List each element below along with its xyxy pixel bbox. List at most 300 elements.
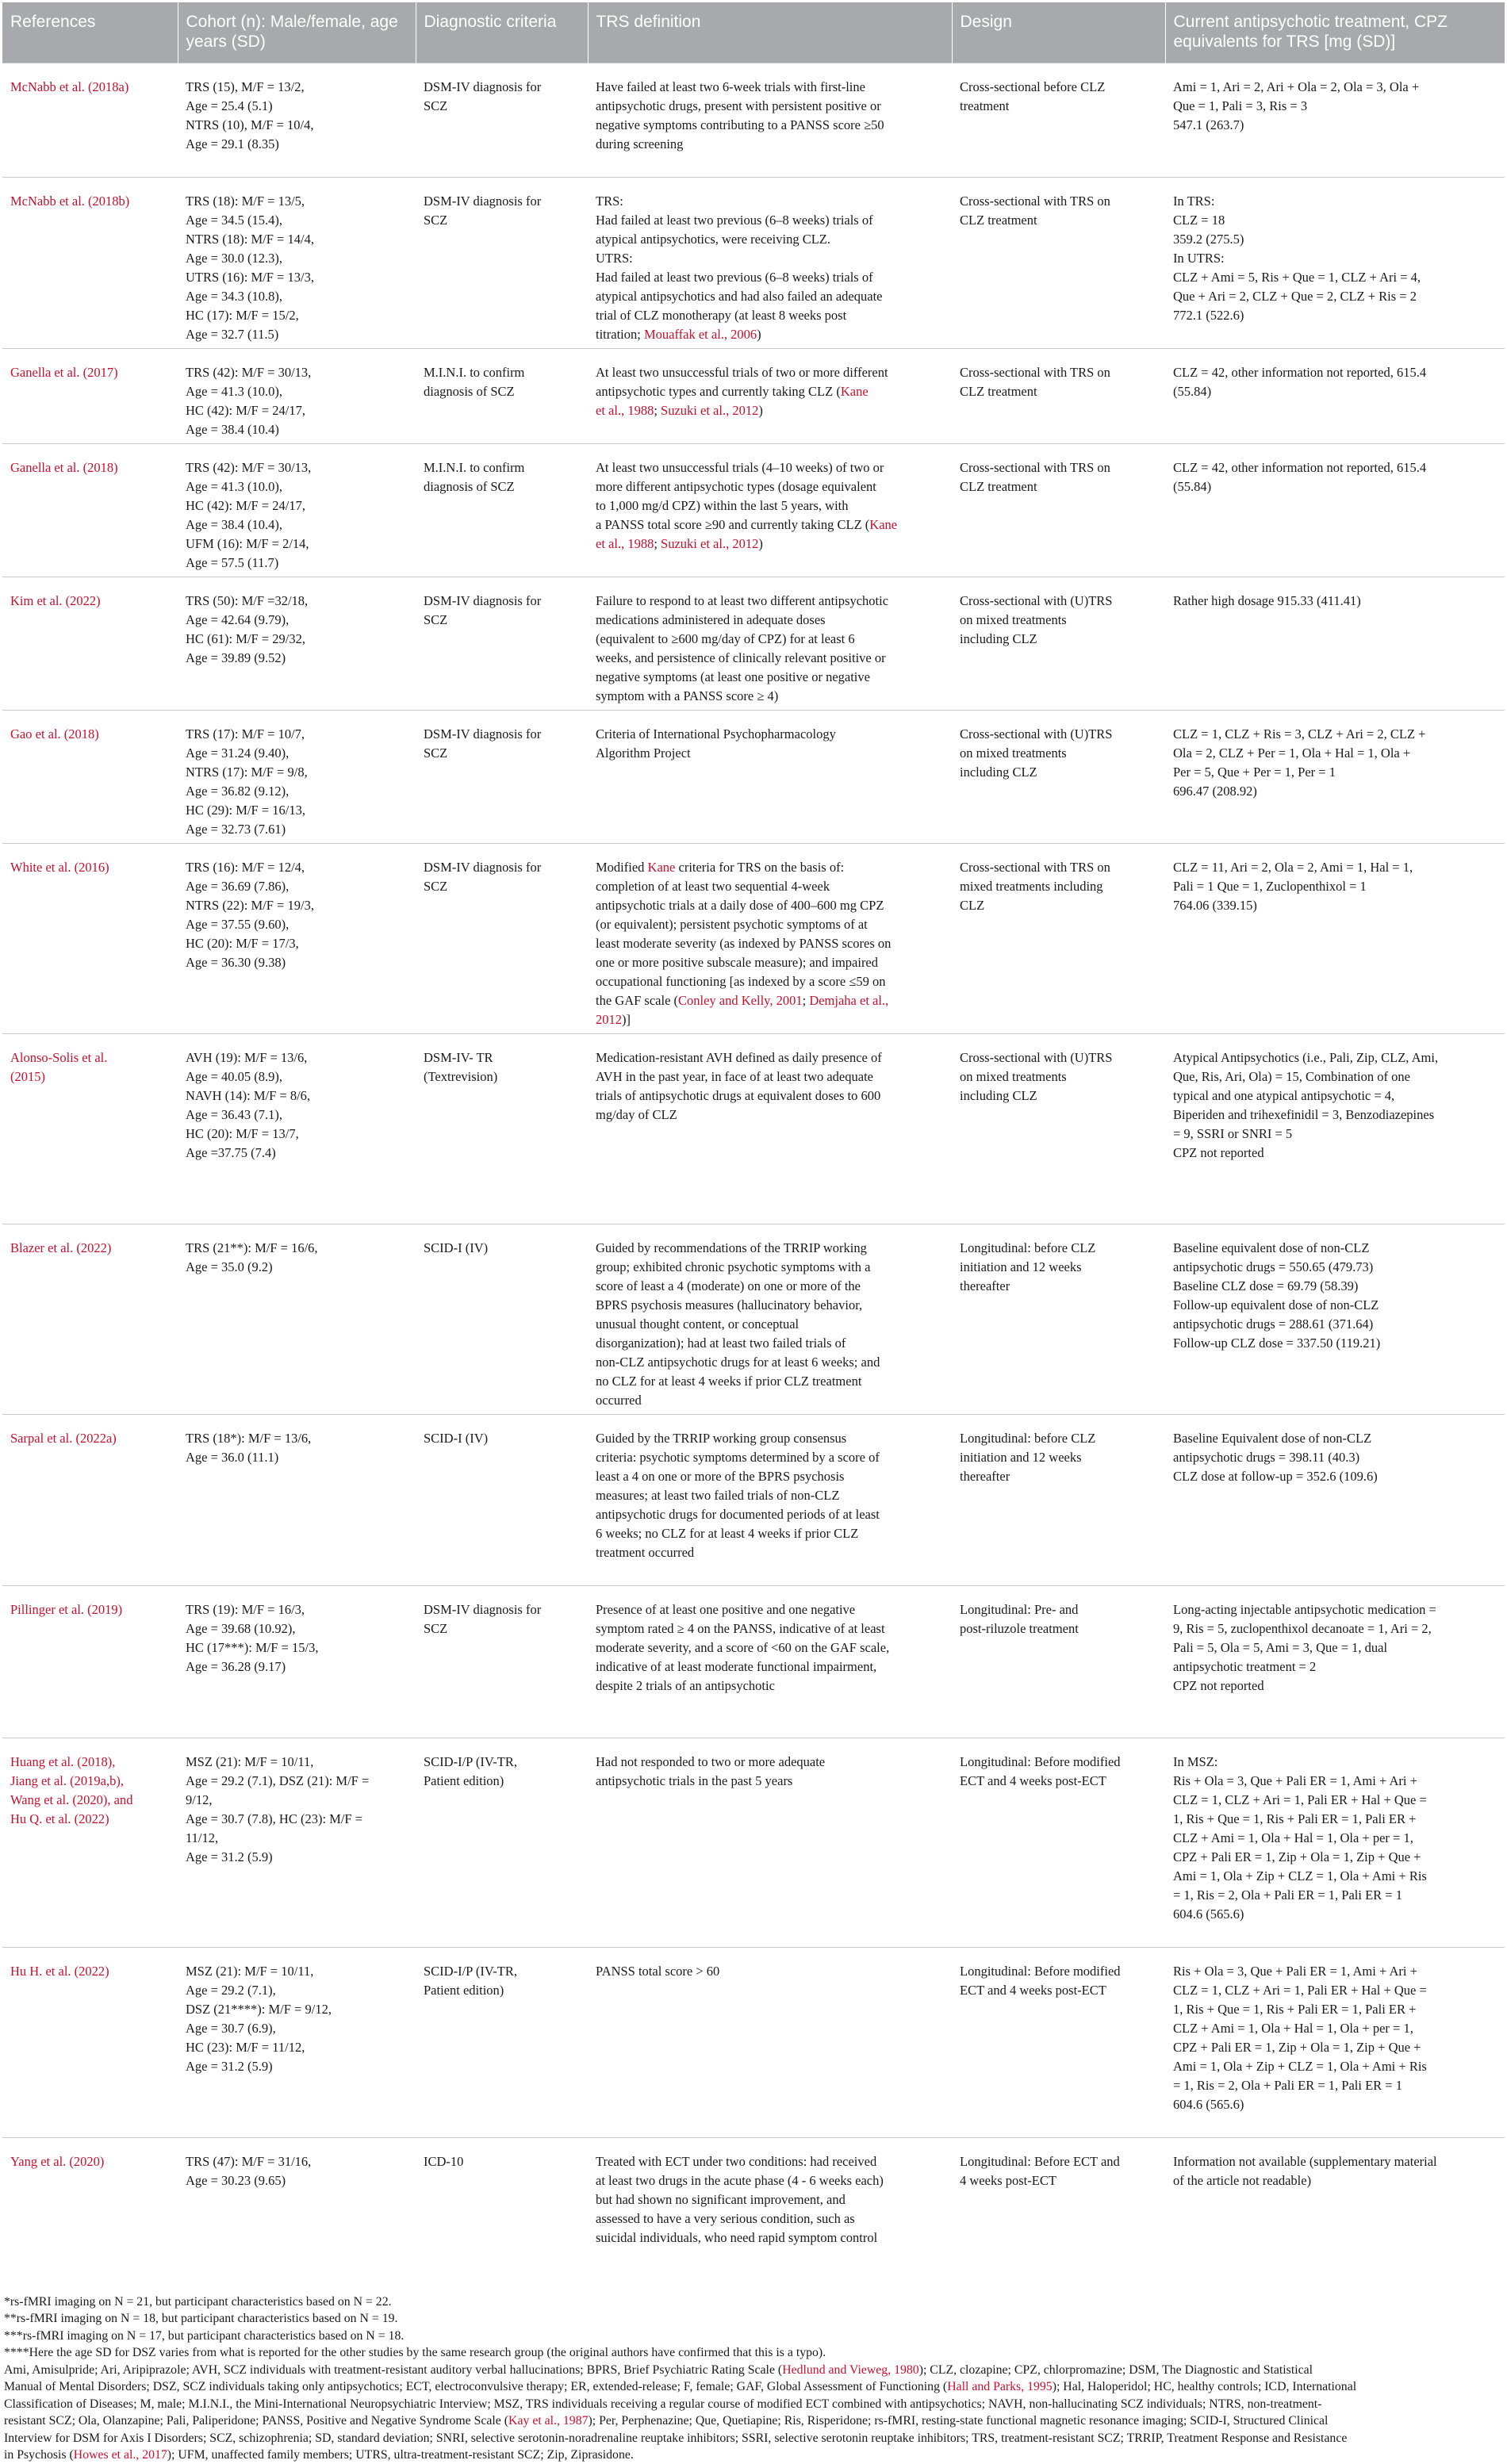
cell-line: mg/day of CLZ <box>596 1107 677 1122</box>
cell-line: including CLZ <box>960 764 1037 780</box>
cell-line: CLZ = 11, Ari = 2, Ola = 2, Ami = 1, Hal = 1, <box>1173 860 1413 875</box>
cell-line: atypical antipsychotics, were receiving CLZ. <box>596 232 830 247</box>
citation-link[interactable]: 2012 <box>732 536 759 551</box>
cell-treatment <box>1165 1415 1505 1586</box>
cell-line: Longitudinal: Before modified <box>960 1754 1121 1769</box>
cell-line: 9, Ris = 5, zuclopenthixol decanoate = 1, Ari = 2, <box>1173 1621 1432 1636</box>
table-row <box>2 1738 1505 1948</box>
citation-link[interactable]: Howes et al., 2017 <box>73 2448 167 2462</box>
cell-line: Patient edition) <box>424 1983 504 1998</box>
cell-line: Ami = 1, Ola + Zip + CLZ = 1, Ola + Ami + Ris <box>1173 1868 1427 1883</box>
cell-line: Treated with ECT under two conditions: had received <box>596 2154 877 2169</box>
cell-line: CPZ not reported <box>1173 1678 1264 1693</box>
cell-line: Wang et al. (2020), and <box>10 1792 133 1807</box>
cell-cohort <box>178 349 416 444</box>
cell-trs-definition <box>588 2138 952 2286</box>
cell-design <box>952 2138 1165 2286</box>
cell-line: CLZ = 1, CLZ + Ari = 1, Pali ER + Hal + Que = <box>1173 1792 1427 1807</box>
cell-line: Longitudinal: Before ECT and <box>960 2154 1120 2169</box>
cell-line: Age = 41.3 (10.0), <box>186 479 283 494</box>
cell-line: Age = 39.89 (9.52) <box>186 650 286 665</box>
cell-line: Age = 32.73 (7.61) <box>186 822 286 837</box>
table-row <box>2 349 1505 444</box>
cell-line: At least two unsuccessful trials (4–10 weeks) of two or <box>596 460 884 475</box>
cell-line: Pillinger et al. (2019) <box>10 1602 123 1617</box>
cell-line: TRS: <box>596 194 623 209</box>
cell-line: 1, Ris + Que = 1, Ris + Pali ER = 1, Pali ER + <box>1173 1811 1417 1826</box>
cell-line: (equivalent to ≥600 mg/day of CPZ) for at least 6 <box>596 631 855 646</box>
cell-line: Age = 36.43 (7.1), <box>186 1107 283 1122</box>
cell-treatment <box>1165 1034 1505 1224</box>
table-row <box>2 1034 1505 1224</box>
cell-line: Age = 39.68 (10.92), <box>186 1621 296 1636</box>
cell-line: diagnosis of SCZ <box>424 384 515 399</box>
cell-references <box>2 844 178 1034</box>
cell-references <box>2 577 178 711</box>
citation-link[interactable]: et al., 1988 <box>596 536 654 551</box>
cell-line: Age = 35.0 (9.2) <box>186 1259 273 1274</box>
table-row <box>2 2138 1505 2286</box>
cell-line: 11/12, <box>186 1830 219 1845</box>
cell-line: post-riluzole treatment <box>960 1621 1079 1636</box>
cell-line: DSZ (21****): M/F = 9/12, <box>186 2002 332 2017</box>
cell-treatment <box>1165 1948 1505 2138</box>
cell-trs-definition <box>588 1415 952 1586</box>
cell-line: 604.6 (565.6) <box>1173 2097 1244 2112</box>
cell-treatment <box>1165 444 1505 577</box>
cell-line: Age = 30.0 (12.3), <box>186 251 283 266</box>
cell-line: antipsychotic types and currently taking CLZ (Kane <box>596 384 869 399</box>
table-row <box>2 444 1505 577</box>
citation-link[interactable]: Kane <box>647 860 676 875</box>
cell-line: 6 weeks; no CLZ for at least 4 weeks if prior CLZ <box>596 1526 859 1541</box>
cell-line: on mixed treatments <box>960 1069 1067 1084</box>
cell-line: CLZ = 1, CLZ + Ris = 3, CLZ + Ari = 2, CLZ + <box>1173 726 1426 741</box>
cell-line: DSM-IV- TR <box>424 1050 493 1065</box>
cell-treatment <box>1165 1738 1505 1948</box>
cell-line: SCID-I (IV) <box>424 1240 489 1255</box>
cell-line: HC (17): M/F = 15/2, <box>186 308 299 323</box>
header-diagnostic-criteria: Diagnostic criteria <box>416 2 588 63</box>
cell-line: DSM-IV diagnosis for <box>424 726 542 741</box>
table-row <box>2 577 1505 711</box>
cell-line: occupational functioning [as indexed by a score ≤59 on <box>596 974 886 989</box>
cell-diagnostic-criteria <box>416 178 588 349</box>
cell-line: but had shown no significant improvement, and <box>596 2192 846 2207</box>
cell-design <box>952 63 1165 178</box>
cell-line: Ami = 1, Ola + Zip + CLZ = 1, Ola + Ami + Ris <box>1173 2059 1427 2074</box>
cell-line: (55.84) <box>1173 384 1212 399</box>
cell-line: one or more positive subscale measure); and impaired <box>596 955 879 970</box>
cell-line: Follow-up equivalent dose of non-CLZ <box>1173 1297 1379 1312</box>
cell-line: = 9, SSRI or SNRI = 5 <box>1173 1126 1293 1141</box>
cell-line: 2012)] <box>596 1012 631 1027</box>
cell-line: Rather high dosage 915.33 (411.41) <box>1173 593 1361 608</box>
abbreviations-block <box>4 2362 1503 2464</box>
cell-line: Blazer et al. (2022) <box>10 1240 112 1255</box>
cell-line: antipsychotic drugs, present with persistent positive or <box>596 98 881 113</box>
cell-line: Age = 42.64 (9.79), <box>186 612 290 627</box>
cell-line: on mixed treatments <box>960 612 1067 627</box>
cell-line: Age = 36.0 (11.1) <box>186 1450 279 1465</box>
cell-line: (55.84) <box>1173 479 1212 494</box>
cell-line: Que = 1, Pali = 3, Ris = 3 <box>1173 98 1308 113</box>
cell-line: moderate severity, and a score of <60 on the GAF scale, <box>596 1640 890 1655</box>
cell-line: (2015) <box>10 1069 45 1084</box>
cell-line: White et al. (2016) <box>10 860 109 875</box>
cell-line: Have failed at least two 6-week trials with first-line <box>596 79 865 94</box>
cell-line: In TRS: <box>1173 194 1215 209</box>
cell-treatment <box>1165 178 1505 349</box>
cell-treatment <box>1165 711 1505 844</box>
cell-design <box>952 711 1165 844</box>
cell-treatment <box>1165 63 1505 178</box>
cell-line: group; exhibited chronic psychotic symptoms with a <box>596 1259 871 1274</box>
cell-diagnostic-criteria <box>416 63 588 178</box>
cell-line: Per = 5, Que + Per = 1, Per = 1 <box>1173 764 1336 780</box>
cell-line: DSM-IV diagnosis for <box>424 860 542 875</box>
cell-line: Ganella et al. (2018) <box>10 460 118 475</box>
cell-line: disorganization); had at least two failed trials of <box>596 1335 846 1351</box>
citation-link[interactable]: Suzuki et al., 2012 <box>661 403 759 418</box>
cell-line: 359.2 (275.5) <box>1173 232 1244 247</box>
cell-trs-definition <box>588 1948 952 2138</box>
abbreviation-line: resistant SCZ; Ola, Olanzapine; Pali, Paliperidone; PANSS, Positive and Negative Syndrome Scale (Kay et al., 1987); Per, Perphenazine; Que, Quetiapine; Ris, Risperidone; rs-fMRI, resting-state functional magnetic resonance imaging; SCID-I, Structured Clinical <box>4 2414 1329 2428</box>
cell-line: SCZ <box>424 1621 448 1636</box>
cell-line: NTRS (22): M/F = 19/3, <box>186 898 314 913</box>
cell-line: Had failed at least two previous (6–8 weeks) trials of <box>596 270 873 285</box>
cell-trs-definition <box>588 178 952 349</box>
cell-line: Guided by recommendations of the TRRIP working <box>596 1240 867 1255</box>
footnote-4: ****Here the age SD for DSZ varies from what is reported for the other studies by the same research group (the original authors have confirmed that this is a typo). <box>4 2346 826 2359</box>
cell-line: Longitudinal: before CLZ <box>960 1431 1096 1446</box>
cell-design <box>952 1224 1165 1415</box>
cell-line: CLZ = 18 <box>1173 213 1225 228</box>
cell-line: et al., 1988; Suzuki et al., 2012) <box>596 536 763 551</box>
cell-line: Algorithm Project <box>596 745 691 761</box>
cell-line: negative symptoms contributing to a PANSS score ≥50 <box>596 117 884 132</box>
cell-line: TRS (18*): M/F = 13/6, <box>186 1431 312 1446</box>
cell-line: least moderate severity (as indexed by PANSS scores on <box>596 936 892 951</box>
footnote-3: ***rs-fMRI imaging on N = 17, but participant characteristics based on N = 18. <box>4 2328 405 2343</box>
cell-line: Cross-sectional with TRS on <box>960 365 1110 380</box>
cell-line: In UTRS: <box>1173 251 1225 266</box>
cell-line: unusual thought content, or conceptual <box>596 1316 800 1332</box>
cell-diagnostic-criteria <box>416 1586 588 1738</box>
cell-diagnostic-criteria <box>416 1738 588 1948</box>
cell-references <box>2 711 178 844</box>
cell-line: Age = 36.28 (9.17) <box>186 1659 286 1674</box>
citation-link[interactable]: 2012 <box>732 403 759 418</box>
cell-line: CLZ + Ami = 1, Ola + Hal = 1, Ola + per = 1, <box>1173 2021 1413 2036</box>
cell-line: CLZ = 42, other information not reported, 615.4 <box>1173 460 1427 475</box>
cell-diagnostic-criteria <box>416 844 588 1034</box>
cell-line: Age = 38.4 (10.4), <box>186 517 283 532</box>
abbreviation-line: Manual of Mental Disorders; DSZ, SCZ individuals taking only antipsychotics; ECT, electroconvulsive therapy; ER, extended-release; F, female; GAF, Global Assessment of Functioning (Hall and Parks, 1995); Hal, Haloperidol; HC, healthy controls; ICD, International <box>4 2380 1357 2393</box>
cell-line: (or equivalent); persistent psychotic symptoms of at <box>596 917 868 932</box>
cell-treatment <box>1165 1586 1505 1738</box>
citation-link[interactable]: Demjaha et al., <box>809 993 889 1008</box>
cell-line: 1, Ris + Que = 1, Ris + Pali ER = 1, Pali ER + <box>1173 2002 1417 2017</box>
cell-line: Cross-sectional with (U)TRS <box>960 593 1113 608</box>
cell-line: M.I.N.I. to confirm <box>424 460 525 475</box>
cell-line: CLZ dose at follow-up = 352.6 (109.6) <box>1173 1469 1378 1484</box>
cell-line: negative symptoms (at least one positive or negative <box>596 669 870 684</box>
cell-line: Hu H. et al. (2022) <box>10 1964 109 1979</box>
cell-line: Sarpal et al. (2022a) <box>10 1431 117 1446</box>
cell-line: atypical antipsychotics and had also failed an adequate <box>596 289 883 304</box>
cell-line: SCID-I (IV) <box>424 1431 489 1446</box>
cell-line: NAVH (14): M/F = 8/6, <box>186 1088 311 1103</box>
cell-diagnostic-criteria <box>416 1948 588 2138</box>
cell-diagnostic-criteria <box>416 1415 588 1586</box>
cell-line: of the article not readable) <box>1173 2173 1312 2188</box>
cell-line: SCZ <box>424 213 448 228</box>
cell-line: HC (23): M/F = 11/12, <box>186 2040 305 2055</box>
cell-line: TRS (15), M/F = 13/2, <box>186 79 305 94</box>
cell-references <box>2 444 178 577</box>
cell-line: initiation and 12 weeks <box>960 1450 1082 1465</box>
cell-line: Baseline Equivalent dose of non-CLZ <box>1173 1431 1372 1446</box>
cell-references <box>2 63 178 178</box>
cell-line: CLZ treatment <box>960 384 1037 399</box>
cell-line: Medication-resistant AVH defined as daily presence of <box>596 1050 882 1065</box>
cell-line: HC (29): M/F = 16/13, <box>186 803 305 818</box>
cell-line: indicative of at least moderate functional impairment, <box>596 1659 877 1674</box>
cell-cohort <box>178 577 416 711</box>
citation-link[interactable]: Suzuki et al., 2012 <box>661 536 759 551</box>
cell-line: trials of antipsychotic drugs at equivalent doses to 600 <box>596 1088 881 1103</box>
cell-line: Failure to respond to at least two different antipsychotic <box>596 593 889 608</box>
cell-line: ECT and 4 weeks post-ECT <box>960 1983 1106 1998</box>
citation-link[interactable]: et al., 1988 <box>596 403 654 418</box>
cell-line: Que + Ari = 2, CLZ + Que = 2, CLZ + Ris = 2 <box>1173 289 1417 304</box>
cell-line: (Textrevision) <box>424 1069 498 1084</box>
cell-line: thereafter <box>960 1469 1010 1484</box>
cell-cohort <box>178 1948 416 2138</box>
citation-link[interactable]: Hall and Parks, 1995 <box>947 2380 1053 2393</box>
cell-line: measures; at least two failed trials of non-CLZ <box>596 1488 840 1503</box>
cell-trs-definition <box>588 711 952 844</box>
cell-line: MSZ (21): M/F = 10/11, <box>186 1754 314 1769</box>
cell-line: Long-acting injectable antipsychotic medication = <box>1173 1602 1436 1617</box>
cell-line: TRS (21**): M/F = 16/6, <box>186 1240 318 1255</box>
cell-line: Biperiden and trihexefinidil = 3, Benzodiazepines <box>1173 1107 1435 1122</box>
cell-line: NTRS (18): M/F = 14/4, <box>186 232 314 247</box>
citation-link[interactable]: Kane <box>869 517 898 532</box>
cell-line: CLZ + Ami = 5, Ris + Que = 1, CLZ + Ari = 4, <box>1173 270 1421 285</box>
cell-line: Age = 38.4 (10.4) <box>186 422 279 437</box>
cell-design <box>952 1415 1165 1586</box>
cell-line: UFM (16): M/F = 2/14, <box>186 536 309 551</box>
cell-line: Age =37.75 (7.4) <box>186 1145 276 1160</box>
cell-design <box>952 577 1165 711</box>
cell-line: CPZ not reported <box>1173 1145 1264 1160</box>
cell-design <box>952 178 1165 349</box>
cell-line: Ola = 2, CLZ + Per = 1, Ola + Hal = 1, Ola + <box>1173 745 1411 761</box>
cell-design <box>952 349 1165 444</box>
cell-line: Age = 41.3 (10.0), <box>186 384 283 399</box>
header-design: Design <box>952 2 1165 63</box>
table-row <box>2 63 1505 178</box>
cell-cohort <box>178 63 416 178</box>
cell-diagnostic-criteria <box>416 577 588 711</box>
cell-line: despite 2 trials of an antipsychotic <box>596 1678 775 1693</box>
table-header-row <box>2 2 1505 63</box>
citation-link[interactable]: Conley and Kelly, 2001 <box>678 993 803 1008</box>
cell-trs-definition <box>588 1738 952 1948</box>
cell-line: Information not available (supplementary material <box>1173 2154 1437 2169</box>
cell-line: antipsychotic trials at a daily dose of 400–600 mg CPZ <box>596 898 884 913</box>
cell-line: Yang et al. (2020) <box>10 2154 105 2169</box>
citation-link[interactable]: Mouaffak et al., 2006 <box>643 327 757 342</box>
cell-line: treatment <box>960 98 1010 113</box>
cell-line: initiation and 12 weeks <box>960 1259 1082 1274</box>
cell-diagnostic-criteria <box>416 2138 588 2286</box>
cell-line: Age = 30.23 (9.65) <box>186 2173 286 2188</box>
cell-cohort <box>178 444 416 577</box>
cell-line: Atypical Antipsychotics (i.e., Pali, Zip, CLZ, Ami, <box>1173 1050 1439 1065</box>
cell-line: et al., 1988; Suzuki et al., 2012) <box>596 403 763 418</box>
cell-line: SCZ <box>424 612 448 627</box>
citation-link[interactable]: Kane <box>840 384 869 399</box>
cell-line: 604.6 (565.6) <box>1173 1906 1244 1922</box>
cell-trs-definition <box>588 63 952 178</box>
cell-line: DSM-IV diagnosis for <box>424 1602 542 1617</box>
cell-line: symptom with a PANSS score ≥ 4) <box>596 688 779 703</box>
cell-line: NTRS (17): M/F = 9/8, <box>186 764 308 780</box>
cell-line: BPRS psychosis measures (hallucinatory behavior, <box>596 1297 863 1312</box>
cell-diagnostic-criteria <box>416 711 588 844</box>
header-trs-definition: TRS definition <box>588 2 952 63</box>
cell-line: Pali = 5, Ola = 5, Ami = 3, Que = 1, dual <box>1173 1640 1388 1655</box>
cell-line: Ris + Ola = 3, Que + Pali ER = 1, Ami + Ari + <box>1173 1773 1417 1788</box>
cell-line: antipsychotic drugs = 398.11 (40.3) <box>1173 1450 1360 1465</box>
abbreviation-line: Classification of Diseases; M, male; M.I.N.I., the Mini-International Neuropsychiatric Interview; MSZ, TRS individuals receiving a regular course of modified ECT combined with antipsychotics; NAVH, non-hallucinating SCZ individuals; NTRS, non-treatment- <box>4 2397 1322 2411</box>
cell-line: the GAF scale (Conley and Kelly, 2001; Demjaha et al., <box>596 993 889 1008</box>
cell-line: TRS (19): M/F = 16/3, <box>186 1602 305 1617</box>
cell-line: Ganella et al. (2017) <box>10 365 118 380</box>
cell-line: on mixed treatments <box>960 745 1067 761</box>
cell-line: SCZ <box>424 745 448 761</box>
cell-line: mixed treatments including <box>960 879 1103 894</box>
header-references: References <box>2 2 178 63</box>
cell-line: TRS (18): M/F = 13/5, <box>186 194 305 209</box>
cell-line: antipsychotic drugs = 550.65 (479.73) <box>1173 1259 1374 1274</box>
cell-line: DSM-IV diagnosis for <box>424 194 542 209</box>
cell-references <box>2 1415 178 1586</box>
cell-line: NTRS (10), M/F = 10/4, <box>186 117 314 132</box>
cell-line: Had not responded to two or more adequate <box>596 1754 826 1769</box>
cell-line: CLZ <box>960 898 985 913</box>
cell-line: symptom rated ≥ 4 on the PANSS, indicative of at least <box>596 1621 885 1636</box>
cell-line: score of least a 4 (moderate) on one or more of the <box>596 1278 861 1293</box>
cell-treatment <box>1165 2138 1505 2286</box>
cell-line: Criteria of International Psychopharmacology <box>596 726 836 741</box>
table-body <box>2 63 1505 2286</box>
cell-line: medications administered in adequate doses <box>596 612 826 627</box>
citation-link[interactable]: Hedlund and Vieweg, 1980 <box>782 2362 919 2377</box>
cell-line: including CLZ <box>960 631 1037 646</box>
cell-line: M.I.N.I. to confirm <box>424 365 525 380</box>
table-row <box>2 178 1505 349</box>
cell-line: Baseline CLZ dose = 69.79 (58.39) <box>1173 1278 1359 1293</box>
cell-diagnostic-criteria <box>416 349 588 444</box>
footnote-2: **rs-fMRI imaging on N = 18, but participant characteristics based on N = 19. <box>4 2312 398 2325</box>
cell-line: 4 weeks post-ECT <box>960 2173 1056 2188</box>
cell-line: Age = 31.2 (5.9) <box>186 2059 273 2074</box>
cell-design <box>952 844 1165 1034</box>
cell-line: SCZ <box>424 98 448 113</box>
cell-line: at least two drugs in the acute phase (4 - 6 weeks each) <box>596 2173 884 2188</box>
cell-cohort <box>178 1034 416 1224</box>
cell-treatment <box>1165 844 1505 1034</box>
cell-line: antipsychotic drugs = 288.61 (371.64) <box>1173 1316 1374 1332</box>
cell-line: PANSS total score > 60 <box>596 1964 720 1979</box>
cell-trs-definition <box>588 444 952 577</box>
cell-line: no CLZ for at least 4 weeks if prior CLZ treatment <box>596 1374 862 1389</box>
cell-cohort <box>178 1738 416 1948</box>
cell-references <box>2 178 178 349</box>
cell-line: HC (20): M/F = 13/7, <box>186 1126 299 1141</box>
cell-line: Age = 34.3 (10.8), <box>186 289 283 304</box>
cell-treatment <box>1165 1224 1505 1415</box>
cell-references <box>2 1738 178 1948</box>
cell-line: HC (17***): M/F = 15/3, <box>186 1640 319 1655</box>
cell-line: 696.47 (208.92) <box>1173 784 1257 799</box>
table-row <box>2 844 1505 1034</box>
cell-line: antipsychotic trials in the past 5 years <box>596 1773 793 1788</box>
cell-line: 9/12, <box>186 1792 213 1807</box>
cell-line: UTRS (16): M/F = 13/3, <box>186 270 314 285</box>
cell-line: CLZ + Ami = 1, Ola + Hal = 1, Ola + per = 1, <box>1173 1830 1413 1845</box>
cell-line: Ami = 1, Ari = 2, Ari + Ola = 2, Ola = 3, Ola + <box>1173 79 1420 94</box>
header-current-treatment: Current antipsychotic treatment, CPZ equivalents for TRS [mg (SD)] <box>1165 2 1505 63</box>
cell-treatment <box>1165 349 1505 444</box>
cell-line: TRS (47): M/F = 31/16, <box>186 2154 312 2169</box>
cell-line: HC (42): M/F = 24/17, <box>186 403 305 418</box>
citation-link[interactable]: Kay et al., 1987 <box>508 2414 589 2428</box>
cell-cohort <box>178 711 416 844</box>
citation-link[interactable]: 2012 <box>596 1012 622 1027</box>
cell-line: including CLZ <box>960 1088 1037 1103</box>
cell-line: DSM-IV diagnosis for <box>424 593 542 608</box>
cell-line: Ris + Ola = 3, Que + Pali ER = 1, Ami + Ari + <box>1173 1964 1417 1979</box>
cell-design <box>952 1586 1165 1738</box>
table-row <box>2 1948 1505 2138</box>
cell-line: Hu Q. et al. (2022) <box>10 1811 109 1826</box>
cell-cohort <box>178 844 416 1034</box>
cell-line: CLZ = 1, CLZ + Ari = 1, Pali ER + Hal + Que = <box>1173 1983 1427 1998</box>
cell-trs-definition <box>588 844 952 1034</box>
cell-diagnostic-criteria <box>416 1034 588 1224</box>
cell-line: Baseline equivalent dose of non-CLZ <box>1173 1240 1370 1255</box>
table-notes <box>2 2293 1505 2464</box>
cell-line: = 1, Ris = 2, Ola + Pali ER = 1, Pali ER = 1 <box>1173 1887 1402 1903</box>
cell-trs-definition <box>588 1586 952 1738</box>
cell-treatment <box>1165 577 1505 711</box>
cell-line: 547.1 (263.7) <box>1173 117 1244 132</box>
cell-line: At least two unsuccessful trials of two or more different <box>596 365 888 380</box>
trs-studies-table <box>2 2 1505 2286</box>
cell-line: HC (20): M/F = 17/3, <box>186 936 299 951</box>
cell-line: = 1, Ris = 2, Ola + Pali ER = 1, Pali ER = 1 <box>1173 2078 1402 2093</box>
cell-line: Cross-sectional with TRS on <box>960 860 1110 875</box>
cell-references <box>2 2138 178 2286</box>
table-row <box>2 1415 1505 1586</box>
cell-line: Pali = 1 Que = 1, Zuclopenthixol = 1 <box>1173 879 1367 894</box>
cell-design <box>952 1738 1165 1948</box>
